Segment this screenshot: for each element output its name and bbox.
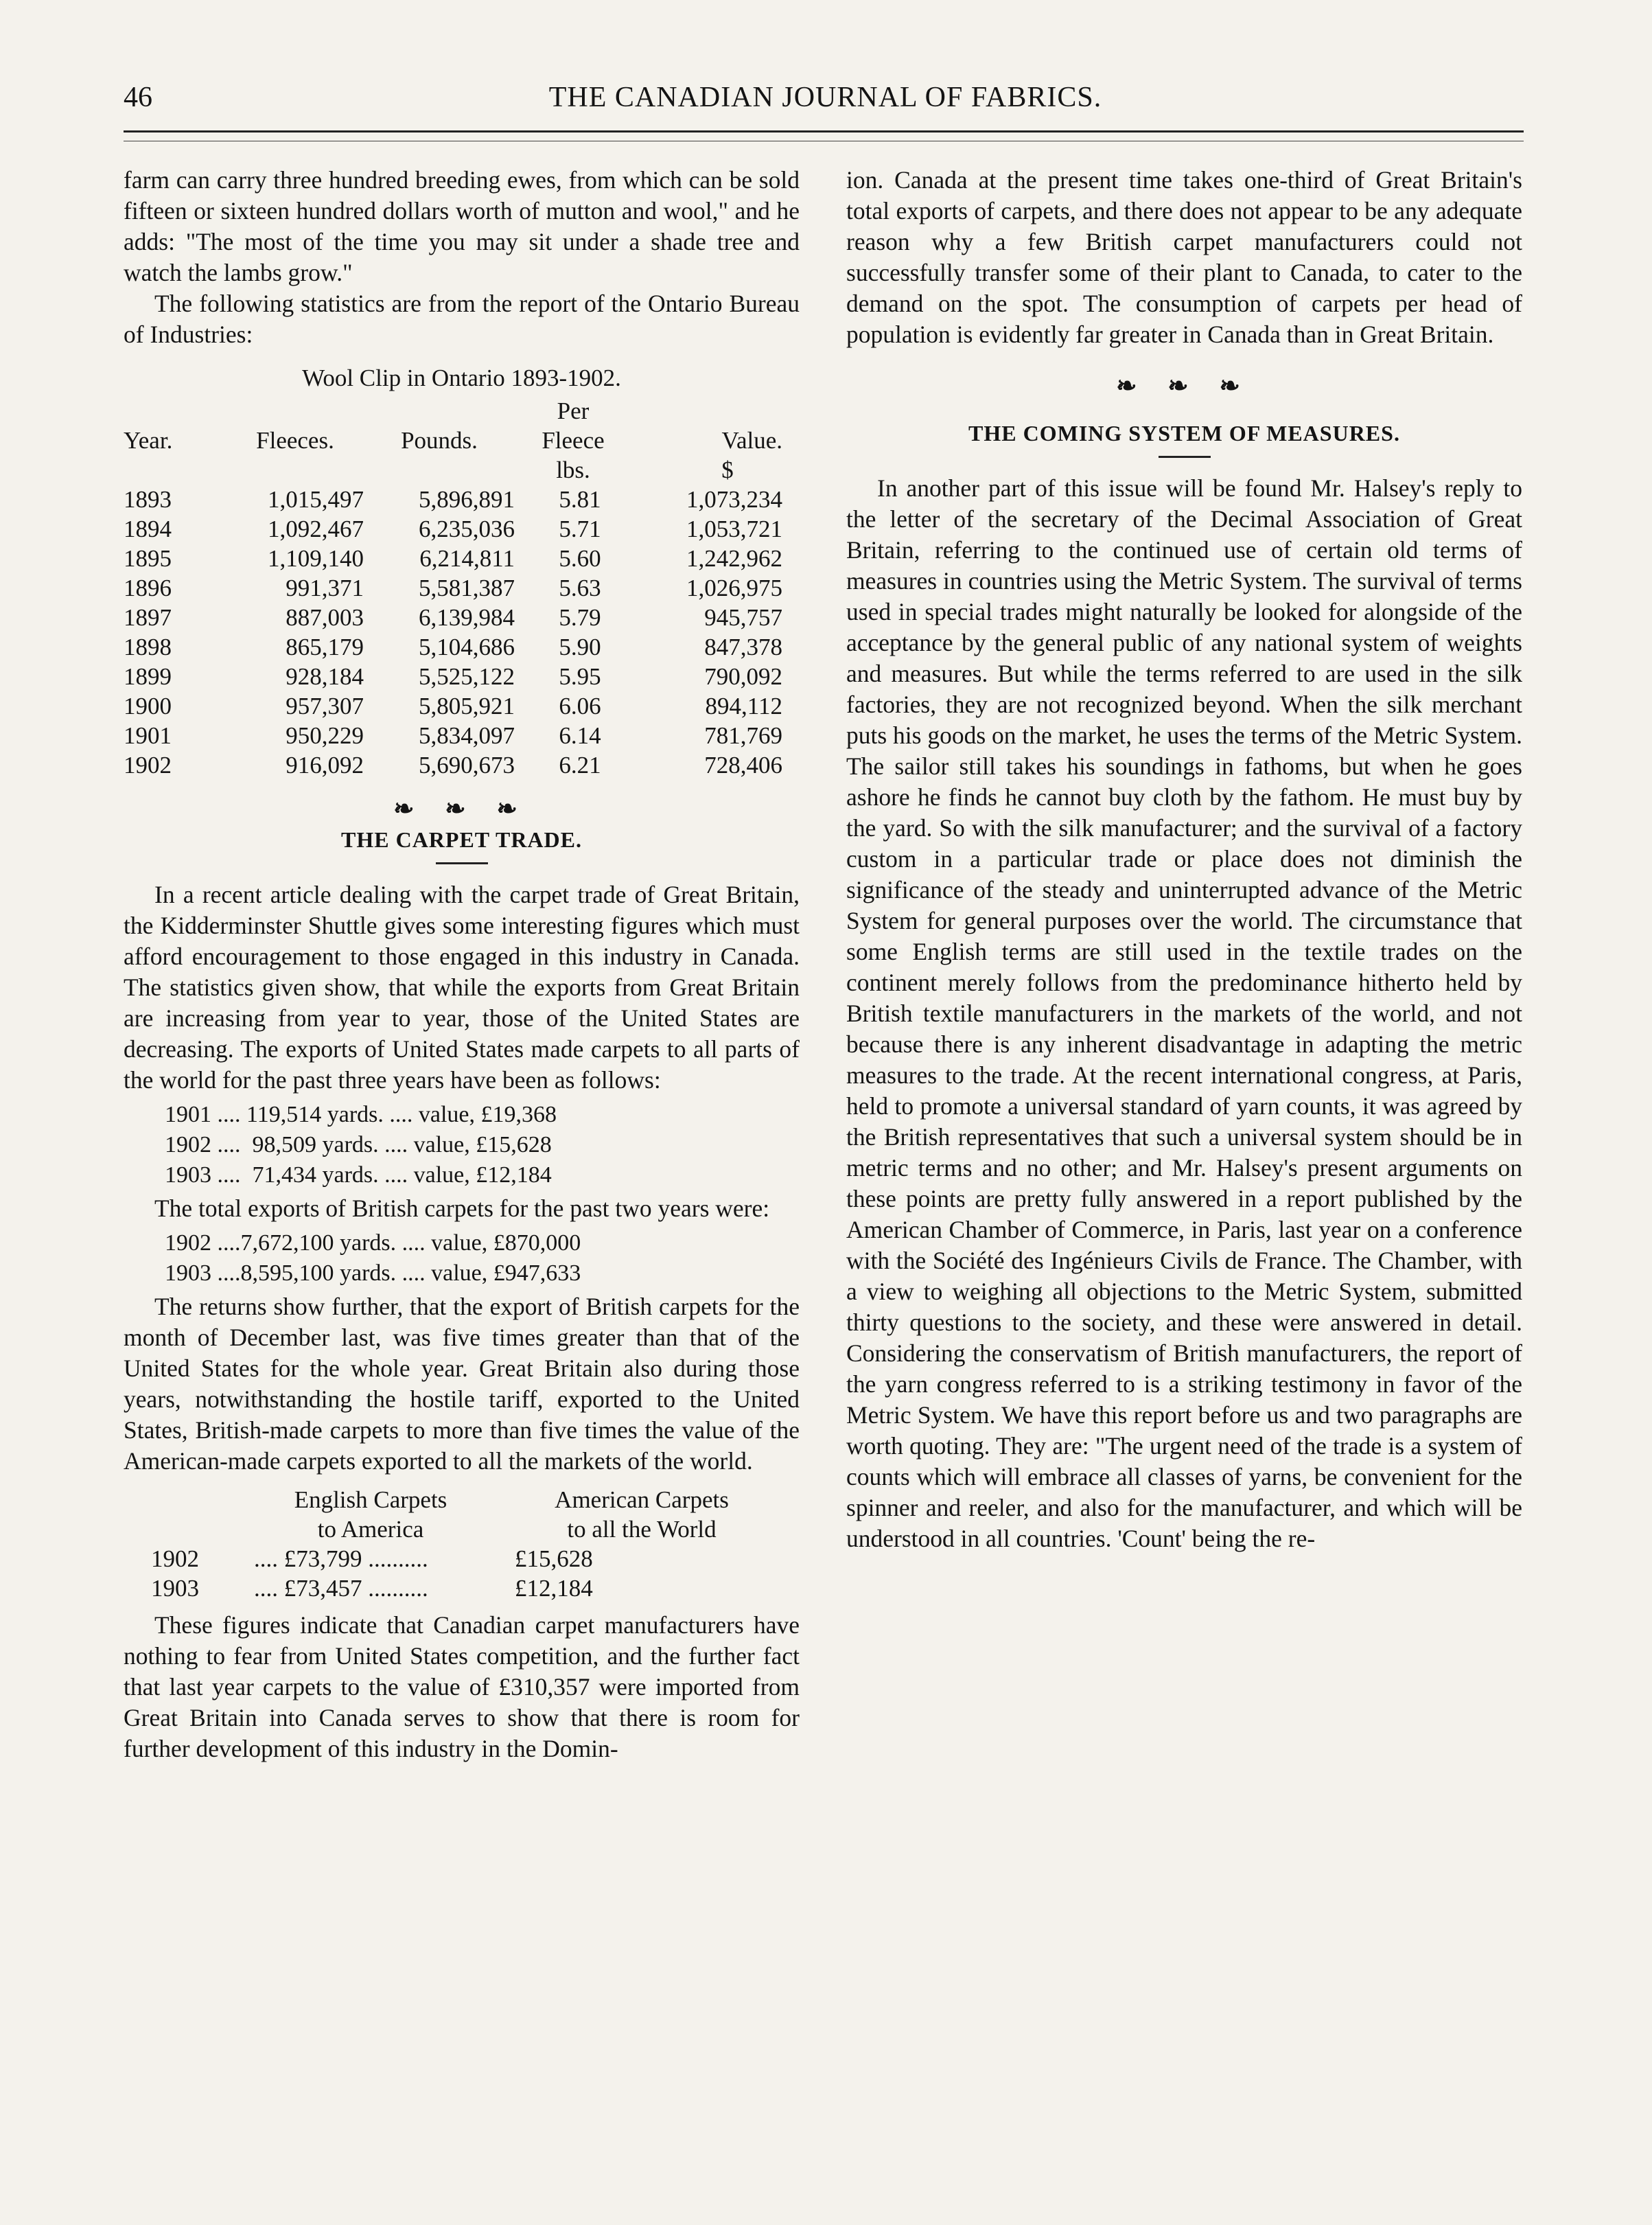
header-year: Year. [124, 427, 173, 454]
cell-english: .... £73,799 .......... [254, 1545, 428, 1572]
cell-fleeces: 950,229 [286, 722, 364, 749]
header-american: American Carpets [555, 1486, 729, 1513]
cell-per-fleece: 5.81 [559, 486, 601, 513]
cell-pounds: 5,104,686 [419, 634, 515, 660]
header-fleeces: Fleeces. [256, 427, 334, 454]
cell-value: 781,769 [704, 722, 782, 749]
cell-year: 1894 [124, 516, 172, 542]
page-number: 46 [124, 82, 152, 113]
cell-pounds: 5,896,891 [419, 486, 515, 513]
title-rule [436, 862, 488, 864]
header-value-unit: $ [721, 457, 734, 483]
cell-per-fleece: 5.90 [559, 634, 601, 660]
carpet-paragraph-1: In a recent article dealing with the carpet trade of Great Britain, the Kidderminster Shuttle gives some interesting figures which must afford encouragement to those engaged in this industry in Canada. The statistics given show, that while the exports from Great Britain are increasing from year to year, those of the United States are decreasing. The exports of United States made carpets to all parts of the world for the past three years have been as follows: [124, 881, 800, 1094]
cell-year: 1901 [124, 722, 172, 749]
cell-value: 847,378 [704, 634, 782, 660]
wool-table-title: Wool Clip in Ontario 1893-1902. [302, 365, 621, 391]
intro-paragraph: farm can carry three hundred breeding ewes, from which can be sold fifteen or sixteen hundred dollars worth of mutton and wool," and he adds: "The most of the time you may sit under a shade tree and watch the lambs grow." [124, 166, 800, 286]
header-lbs: lbs. [556, 457, 590, 483]
table-row [124, 691, 782, 721]
ornament: ❧ ❧ ❧ [1116, 372, 1253, 400]
cell-pounds: 5,581,387 [419, 575, 515, 601]
cell-value: 1,053,721 [686, 516, 782, 542]
measures-title: THE COMING SYSTEM OF MEASURES. [968, 421, 1400, 446]
cell-american: £12,184 [515, 1575, 593, 1602]
cell-fleeces: 1,109,140 [268, 545, 364, 572]
cell-american: £15,628 [515, 1545, 593, 1572]
cell-pounds: 5,525,122 [419, 663, 515, 690]
cell-per-fleece: 5.95 [559, 663, 601, 690]
table-row [151, 1544, 769, 1573]
header-pounds: Pounds. [401, 427, 478, 454]
page-header [124, 81, 1527, 129]
table-row [124, 485, 782, 514]
table-row [124, 603, 782, 632]
list-item: 1902 .... 98,509 yards. .... value, £15,628 [165, 1132, 552, 1157]
header-english-sub: to America [317, 1516, 424, 1543]
header-american-sub: to all the World [567, 1516, 717, 1543]
cell-value: 945,757 [704, 604, 782, 631]
cell-year: 1902 [151, 1545, 199, 1572]
cell-value: 1,073,234 [686, 486, 782, 513]
cell-per-fleece: 6.21 [559, 752, 601, 779]
british-intro: The total exports of British carpets for the past two years were: [154, 1195, 770, 1222]
cell-per-fleece: 5.63 [559, 575, 601, 601]
carpet-trade-title: THE CARPET TRADE. [341, 827, 582, 852]
table-row [124, 750, 782, 780]
cell-per-fleece: 5.60 [559, 545, 601, 572]
list-item: 1901 .... 119,514 yards. .... value, £19,368 [165, 1102, 557, 1127]
cell-pounds: 6,235,036 [419, 516, 515, 542]
cell-fleeces: 887,003 [286, 604, 364, 631]
measures-paragraph: In another part of this issue will be found Mr. Halsey's reply to the letter of the secretary of the Decimal Association of Great Britain, referring to the continued use of certain old terms of measures in countries using the Metric System. The survival of terms used in special trades might naturally be looked for alongside of the acceptance by the general public of any national system of weights and measures. But while the terms referred to are used in the silk factories, they are not recognized beyond. When the silk merchant puts his goods on the market, he uses the terms of the Metric System. The sailor still takes his soundings in fathoms, but when he goes ashore he finds he cannot buy cloth by the fathom. He must buy by the yard. So with the silk manufacturer; and the survival of a factory custom in a particular trade or place does not diminish the significance of the steady and uninterrupted advance of the Metric System for general purposes over the world. The circumstance that some English terms are still used in the textile trades on the continent merely follows from the predominance hitherto held by British textile manufacturers in the markets of the world, and not because there is any inherent disadvantage in adapting the metric measures to the trade. At the recent international congress, at Paris, held to promote a universal standard of yarn counts, it was agreed by the British representatives that such a universal system should be in metric terms and no other; and Mr. Halsey's present arguments on these points are pretty fully answered in a report published by the American Chamber of Commerce, in Paris, last year on a conference with the Société des Ingénieurs Civils de France. The Chamber, with a view to weighing all objections to the Metric System, submitted thirty questions to the society, and these were answered in detail. Considering the conservatism of British manufacturers, the report of the yarn congress referred to is a striking testimony in favor of the Metric System. We have this report before us and two paragraphs are worth quoting. They are: "The urgent need of the trade is a system of counts which will embrace all classes of yarns, be convenient for the spinner and reeler, and also for the manufacturer, and which will be understood in all countries. 'Count' being the re- [846, 474, 1522, 1552]
cell-year: 1895 [124, 545, 172, 572]
list-item: 1903 .... 71,434 yards. .... value, £12,184 [165, 1162, 552, 1188]
cell-fleeces: 916,092 [286, 752, 364, 779]
table-row [124, 721, 782, 750]
final-paragraph: These figures indicate that Canadian carpet manufacturers have nothing to fear from United States competition, and the further fact that last year carpets to the value of £310,357 were imported from Great Britain into Canada serves to show that there is room for further development of this industry in the Domin- [124, 1611, 800, 1762]
table-row [151, 1573, 769, 1603]
ornament: ❧ ❧ ❧ [393, 795, 530, 822]
cell-year: 1898 [124, 634, 172, 660]
cell-per-fleece: 5.71 [559, 516, 601, 542]
table-row [124, 632, 782, 662]
cell-fleeces: 865,179 [286, 634, 364, 660]
cell-per-fleece: 5.79 [559, 604, 601, 631]
header-value: Value. [721, 427, 782, 454]
journal-title: THE CANADIAN JOURNAL OF FABRICS. [548, 82, 1102, 113]
header-rule [124, 130, 1524, 141]
cell-fleeces: 957,307 [286, 693, 364, 719]
carpet-comparison-table [151, 1485, 769, 1603]
table-row [124, 573, 782, 603]
cell-value: 1,242,962 [686, 545, 782, 572]
cell-pounds: 6,139,984 [419, 604, 515, 631]
cell-value: 728,406 [704, 752, 782, 779]
list-item: 1903 ....8,595,100 yards. .... value, £947,633 [165, 1260, 581, 1286]
wool-table-header-row [124, 396, 782, 426]
cell-year: 1893 [124, 486, 172, 513]
wool-table-header-row [124, 426, 782, 455]
cell-pounds: 5,834,097 [419, 722, 515, 749]
cell-fleeces: 928,184 [286, 663, 364, 690]
table-row [124, 544, 782, 573]
wool-clip-table [124, 396, 782, 780]
cell-year: 1897 [124, 604, 172, 631]
cell-fleeces: 1,092,467 [268, 516, 364, 542]
cell-value: 1,026,975 [686, 575, 782, 601]
table-row [124, 514, 782, 544]
header-per: Per [557, 397, 590, 424]
cell-pounds: 5,690,673 [419, 752, 515, 779]
cell-per-fleece: 6.14 [559, 722, 601, 749]
cell-pounds: 5,805,921 [419, 693, 515, 719]
cell-year: 1903 [151, 1575, 199, 1602]
us-exports-list [165, 1100, 800, 1190]
list-item: 1902 ....7,672,100 yards. .... value, £870,000 [165, 1230, 581, 1256]
british-exports-list [165, 1228, 800, 1289]
cell-fleeces: 991,371 [286, 575, 364, 601]
cell-value: 894,112 [705, 693, 782, 719]
cell-year: 1899 [124, 663, 172, 690]
cell-per-fleece: 6.06 [559, 693, 601, 719]
returns-paragraph: The returns show further, that the export of British carpets for the month of December last, was five times greater than that of the United States for the whole year. Great Britain also during those years, notwithstanding the hostile tariff, exported to the United States, British-made carpets to more than five times the value of the American-made carpets exported to all the markets of the world. [124, 1293, 800, 1475]
right-column [846, 165, 1522, 1554]
header-english: English Carpets [294, 1486, 447, 1513]
cell-year: 1900 [124, 693, 172, 719]
wool-table-header-row [124, 455, 782, 485]
left-column [124, 165, 800, 1764]
cell-year: 1902 [124, 752, 172, 779]
cell-value: 790,092 [704, 663, 782, 690]
header-fleece: Fleece [542, 427, 605, 454]
stats-intro: The following statistics are from the report of the Ontario Bureau of Industries: [124, 290, 800, 348]
title-rule [1159, 456, 1211, 458]
cell-pounds: 6,214,811 [419, 545, 515, 572]
cell-year: 1896 [124, 575, 172, 601]
comparison-header-row [151, 1485, 769, 1514]
cell-fleeces: 1,015,497 [268, 486, 364, 513]
table-row [124, 662, 782, 691]
continuation-paragraph: ion. Canada at the present time takes one-third of Great Britain's total exports of carpets, and there does not appear to be any adequate reason why a few British carpet manufacturers could not successfully transfer some of their plant to Canada, to cater to the demand on the spot. The consumption of carpets per head of population is evidently far greater in Canada than in Great Britain. [846, 166, 1522, 348]
comparison-header-row [151, 1514, 769, 1544]
cell-english: .... £73,457 .......... [254, 1575, 428, 1602]
